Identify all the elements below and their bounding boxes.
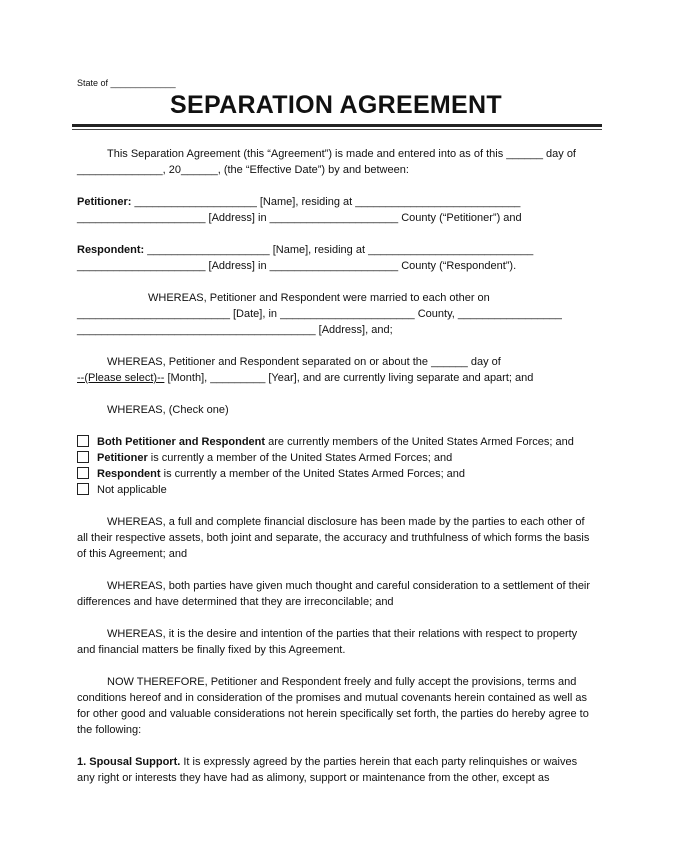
desire-line-2: and financial matters be finally fixed by this Agreement.	[77, 644, 346, 656]
petitioner-line-1	[77, 195, 520, 209]
spousal-text-1: It is expressly agreed by the parties herein that each party relinquishes or waives	[180, 756, 578, 768]
checkbox-row-respondent	[77, 467, 465, 481]
respondent-line-1	[77, 243, 533, 257]
checkbox-both-bold: Both Petitioner and Respondent	[97, 436, 266, 448]
title-rule-thin	[72, 129, 602, 130]
therefore-line-1: NOW THEREFORE, Petitioner and Respondent freely and fully accept the provisions, terms and	[107, 676, 577, 688]
checkbox-not-applicable[interactable]	[77, 483, 89, 495]
married-line-1: WHEREAS, Petitioner and Respondent were married to each other on	[148, 292, 490, 304]
document-title: SEPARATION AGREEMENT	[170, 91, 502, 119]
therefore-line-4: the following:	[77, 724, 142, 736]
month-select[interactable]: --(Please select)--	[77, 372, 165, 384]
married-address-field[interactable]: _______________________________________ [Address], and;	[77, 324, 393, 336]
checkbox-row-both	[77, 435, 574, 449]
respondent-label: Respondent:	[77, 244, 145, 256]
therefore-line-3: for other good and valuable considerations not herein specifically set forth, the parties do hereby agree to	[77, 708, 589, 720]
intro-line-1: This Separation Agreement (this “Agreement”) is made and entered into as of this ______ day of	[107, 148, 576, 160]
checkbox-row-not-applicable	[77, 483, 167, 497]
spousal-line-2: any right or interests they have had as alimony, support or maintenance from the other, except as	[77, 772, 550, 784]
separated-year-field[interactable]: [Month], _________ [Year], and are currently living separate and apart; and	[164, 372, 534, 384]
checkbox-row-petitioner	[77, 451, 452, 465]
petitioner-address-field[interactable]: _____________________ [Address] in _____________________ County (“Petitioner”) and	[77, 212, 522, 224]
intro-line-2: ______________, 20______, (the “Effective Date”) by and between:	[77, 164, 409, 176]
checkbox-petitioner-bold: Petitioner	[97, 452, 148, 464]
separated-line-1: WHEREAS, Petitioner and Respondent separated on or about the ______ day of	[107, 356, 501, 368]
checkbox-both-text: are currently members of the United States Armed Forces; and	[265, 436, 574, 448]
desire-line-1: WHEREAS, it is the desire and intention of the parties that their relations with respect to property	[107, 628, 578, 640]
check-one-line: WHEREAS, (Check one)	[107, 404, 229, 416]
petitioner-name-field[interactable]: ____________________ [Name], residing at ___________________________	[131, 196, 521, 208]
consideration-line-1: WHEREAS, both parties have given much thought and careful consideration to a settlement of their	[107, 580, 591, 592]
consideration-line-2: differences and have determined that they are irreconcilable; and	[77, 596, 394, 608]
checkbox-both[interactable]	[77, 435, 89, 447]
checkbox-petitioner-text: is currently a member of the United States Armed Forces; and	[147, 452, 453, 464]
disclosure-line-3: of this Agreement; and	[77, 548, 188, 560]
state-field[interactable]: State of _____________	[77, 78, 176, 88]
respondent-name-field[interactable]: ____________________ [Name], residing at ___________________________	[144, 244, 534, 256]
separated-line-2	[77, 371, 533, 385]
checkbox-respondent-bold: Respondent	[97, 468, 161, 480]
disclosure-line-2: all their respective assets, both joint and separate, the accuracy and truthfulness of which forms the basis	[77, 532, 590, 544]
disclosure-line-1: WHEREAS, a full and complete financial disclosure has been made by the parties to each other of	[107, 516, 585, 528]
petitioner-label: Petitioner:	[77, 196, 132, 208]
checkbox-petitioner[interactable]	[77, 451, 89, 463]
checkbox-respondent-text: is currently a member of the United States Armed Forces; and	[160, 468, 466, 480]
title-rule-thick	[72, 124, 602, 127]
checkbox-respondent[interactable]	[77, 467, 89, 479]
married-date-field[interactable]: _________________________ [Date], in ______________________ County, _________________	[77, 308, 562, 320]
therefore-line-2: conditions hereof and in consideration of the promises and mutual covenants herein contained as well as	[77, 692, 587, 704]
respondent-address-field[interactable]: _____________________ [Address] in _____________________ County (“Respondent”).	[77, 260, 517, 272]
spousal-heading: 1. Spousal Support.	[77, 756, 181, 768]
checkbox-not-applicable-text: Not applicable	[97, 484, 167, 496]
spousal-line-1	[77, 755, 577, 769]
